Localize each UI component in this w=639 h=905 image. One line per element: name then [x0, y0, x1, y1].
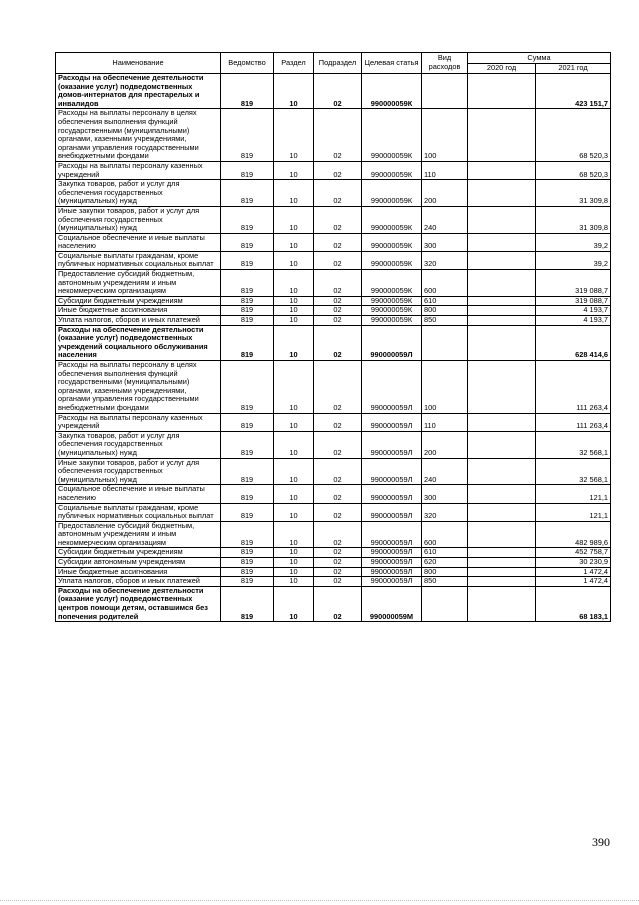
row-vid: 110 — [422, 413, 468, 431]
budget-table — [55, 52, 611, 622]
row-name: Предоставление субсидий бюджетным, автономным учреждениям и иным некоммерческим организациям — [56, 521, 221, 548]
table-row — [56, 180, 611, 207]
row-podrazdel: 02 — [314, 577, 362, 587]
row-name: Иные закупки товаров, работ и услуг для обеспечения государственных (муниципальных) нужд — [56, 458, 221, 485]
row-2020 — [468, 251, 536, 269]
row-target: 990000059Л — [362, 521, 422, 548]
row-vedomstvo: 819 — [221, 548, 274, 558]
row-razdel: 10 — [274, 306, 314, 316]
row-target: 990000059М — [362, 586, 422, 621]
row-razdel: 10 — [274, 577, 314, 587]
row-2020 — [468, 431, 536, 458]
row-target: 990000059Л — [362, 503, 422, 521]
row-target: 990000059Л — [362, 413, 422, 431]
row-vid: 800 — [422, 567, 468, 577]
row-podrazdel: 02 — [314, 251, 362, 269]
table-row — [56, 458, 611, 485]
row-2020 — [468, 109, 536, 162]
row-2020 — [468, 74, 536, 109]
row-razdel: 10 — [274, 503, 314, 521]
header-vid: Вид расходов — [422, 53, 468, 74]
row-target: 990000059Л — [362, 458, 422, 485]
row-2021: 31 309,8 — [536, 180, 611, 207]
row-name: Расходы на обеспечение деятельности (оказание услуг) подведомственных домов-интернатов для престарелых и инвалидов — [56, 74, 221, 109]
row-vid: 100 — [422, 361, 468, 414]
row-name: Расходы на обеспечение деятельности (оказание услуг) подведомственных центров помощи детям, оставшимся без попечения родителей — [56, 586, 221, 621]
table-row — [56, 206, 611, 233]
table-row — [56, 325, 611, 360]
row-vedomstvo: 819 — [221, 485, 274, 503]
row-2021: 319 088,7 — [536, 270, 611, 297]
table-row — [56, 485, 611, 503]
row-vedomstvo: 819 — [221, 567, 274, 577]
row-2021: 4 193,7 — [536, 306, 611, 316]
table-row — [56, 586, 611, 621]
row-vid: 800 — [422, 306, 468, 316]
header-2021: 2021 год — [536, 64, 611, 74]
row-2021: 68 183,1 — [536, 586, 611, 621]
row-podrazdel: 02 — [314, 558, 362, 568]
row-2020 — [468, 180, 536, 207]
row-razdel: 10 — [274, 161, 314, 179]
row-2021: 39,2 — [536, 233, 611, 251]
row-name: Субсидии бюджетным учреждениям — [56, 548, 221, 558]
row-2020 — [468, 586, 536, 621]
row-podrazdel: 02 — [314, 548, 362, 558]
row-name: Социальные выплаты гражданам, кроме публичных нормативных социальных выплат — [56, 251, 221, 269]
row-2020 — [468, 206, 536, 233]
row-podrazdel: 02 — [314, 586, 362, 621]
table-row — [56, 74, 611, 109]
row-2021: 1 472,4 — [536, 567, 611, 577]
row-2020 — [468, 413, 536, 431]
row-vedomstvo: 819 — [221, 503, 274, 521]
table-row — [56, 361, 611, 414]
row-name: Субсидии бюджетным учреждениям — [56, 296, 221, 306]
row-razdel: 10 — [274, 548, 314, 558]
row-vedomstvo: 819 — [221, 270, 274, 297]
row-target: 990000059К — [362, 109, 422, 162]
row-2020 — [468, 296, 536, 306]
row-razdel: 10 — [274, 206, 314, 233]
row-podrazdel: 02 — [314, 233, 362, 251]
row-vedomstvo: 819 — [221, 521, 274, 548]
row-2021: 39,2 — [536, 251, 611, 269]
row-target: 990000059К — [362, 270, 422, 297]
row-name: Иные бюджетные ассигнования — [56, 567, 221, 577]
row-target: 990000059К — [362, 233, 422, 251]
row-razdel: 10 — [274, 586, 314, 621]
row-vedomstvo: 819 — [221, 431, 274, 458]
row-vid: 240 — [422, 206, 468, 233]
row-vedomstvo: 819 — [221, 458, 274, 485]
row-target: 990000059Л — [362, 325, 422, 360]
row-name: Закупка товаров, работ и услуг для обеспечения государственных (муниципальных) нужд — [56, 180, 221, 207]
row-razdel: 10 — [274, 233, 314, 251]
row-2020 — [468, 161, 536, 179]
row-2020 — [468, 325, 536, 360]
row-vedomstvo: 819 — [221, 74, 274, 109]
table-row — [56, 431, 611, 458]
row-vid: 850 — [422, 316, 468, 326]
row-2020 — [468, 233, 536, 251]
row-podrazdel: 02 — [314, 296, 362, 306]
row-podrazdel: 02 — [314, 567, 362, 577]
row-vid — [422, 325, 468, 360]
row-2020 — [468, 567, 536, 577]
row-podrazdel: 02 — [314, 361, 362, 414]
table-row — [56, 161, 611, 179]
row-vid: 200 — [422, 180, 468, 207]
row-vid: 600 — [422, 270, 468, 297]
row-name: Социальное обеспечение и иные выплаты населению — [56, 233, 221, 251]
row-2021: 1 472,4 — [536, 577, 611, 587]
table-row — [56, 577, 611, 587]
row-name: Расходы на выплаты персоналу в целях обеспечения выполнения функций государственными (муниципальными) органами, казенными учреждениями, органами управления государственными внебюджетными фондами — [56, 361, 221, 414]
header-summa: Сумма — [468, 53, 611, 64]
row-podrazdel: 02 — [314, 161, 362, 179]
header-2020: 2020 год — [468, 64, 536, 74]
row-2020 — [468, 503, 536, 521]
row-2021: 482 989,6 — [536, 521, 611, 548]
row-2020 — [468, 577, 536, 587]
row-target: 990000059Л — [362, 577, 422, 587]
row-name: Расходы на обеспечение деятельности (оказание услуг) подведомственных учреждений социального обслуживания населения — [56, 325, 221, 360]
table-row — [56, 316, 611, 326]
row-vedomstvo: 819 — [221, 161, 274, 179]
row-vedomstvo: 819 — [221, 558, 274, 568]
row-name: Иные бюджетные ассигнования — [56, 306, 221, 316]
row-vid: 200 — [422, 431, 468, 458]
table-row — [56, 413, 611, 431]
table-row — [56, 503, 611, 521]
row-razdel: 10 — [274, 74, 314, 109]
row-target: 990000059К — [362, 296, 422, 306]
row-razdel: 10 — [274, 458, 314, 485]
row-razdel: 10 — [274, 180, 314, 207]
row-podrazdel: 02 — [314, 206, 362, 233]
row-2021: 423 151,7 — [536, 74, 611, 109]
row-target: 990000059К — [362, 306, 422, 316]
row-2020 — [468, 361, 536, 414]
row-razdel: 10 — [274, 567, 314, 577]
row-2021: 628 414,6 — [536, 325, 611, 360]
header-name: Наименование — [56, 53, 221, 74]
table-row — [56, 251, 611, 269]
row-vedomstvo: 819 — [221, 413, 274, 431]
row-vedomstvo: 819 — [221, 316, 274, 326]
row-vid: 600 — [422, 521, 468, 548]
row-name: Социальное обеспечение и иные выплаты населению — [56, 485, 221, 503]
table-row — [56, 233, 611, 251]
row-vid: 100 — [422, 109, 468, 162]
row-vid: 300 — [422, 233, 468, 251]
row-2021: 111 263,4 — [536, 361, 611, 414]
row-podrazdel: 02 — [314, 413, 362, 431]
row-vedomstvo: 819 — [221, 296, 274, 306]
row-razdel: 10 — [274, 251, 314, 269]
row-vedomstvo: 819 — [221, 233, 274, 251]
row-razdel: 10 — [274, 431, 314, 458]
row-name: Закупка товаров, работ и услуг для обеспечения государственных (муниципальных) нужд — [56, 431, 221, 458]
row-2021: 30 230,9 — [536, 558, 611, 568]
row-target: 990000059Л — [362, 361, 422, 414]
row-razdel: 10 — [274, 316, 314, 326]
row-vedomstvo: 819 — [221, 577, 274, 587]
row-2020 — [468, 521, 536, 548]
row-vid: 110 — [422, 161, 468, 179]
row-2021: 68 520,3 — [536, 109, 611, 162]
row-vedomstvo: 819 — [221, 586, 274, 621]
row-2020 — [468, 270, 536, 297]
row-target: 990000059Л — [362, 548, 422, 558]
row-target: 990000059Л — [362, 431, 422, 458]
row-name: Уплата налогов, сборов и иных платежей — [56, 577, 221, 587]
row-name: Субсидии автономным учреждениям — [56, 558, 221, 568]
row-podrazdel: 02 — [314, 180, 362, 207]
row-podrazdel: 02 — [314, 270, 362, 297]
row-vid: 240 — [422, 458, 468, 485]
row-2021: 452 758,7 — [536, 548, 611, 558]
row-podrazdel: 02 — [314, 521, 362, 548]
table-header — [56, 53, 611, 74]
row-2021: 121,1 — [536, 503, 611, 521]
row-target: 990000059К — [362, 161, 422, 179]
row-podrazdel: 02 — [314, 503, 362, 521]
table-row — [56, 521, 611, 548]
table-row — [56, 109, 611, 162]
row-2021: 121,1 — [536, 485, 611, 503]
row-2021: 319 088,7 — [536, 296, 611, 306]
row-vid — [422, 74, 468, 109]
row-vedomstvo: 819 — [221, 306, 274, 316]
row-podrazdel: 02 — [314, 485, 362, 503]
row-razdel: 10 — [274, 485, 314, 503]
row-podrazdel: 02 — [314, 325, 362, 360]
row-razdel: 10 — [274, 296, 314, 306]
row-name: Расходы на выплаты персоналу казенных учреждений — [56, 161, 221, 179]
row-target: 990000059Л — [362, 558, 422, 568]
row-razdel: 10 — [274, 558, 314, 568]
row-target: 990000059К — [362, 251, 422, 269]
row-vedomstvo: 819 — [221, 206, 274, 233]
header-razdel: Раздел — [274, 53, 314, 74]
header-vedomstvo: Ведомство — [221, 53, 274, 74]
row-name: Расходы на выплаты персоналу казенных учреждений — [56, 413, 221, 431]
row-razdel: 10 — [274, 521, 314, 548]
header-podrazdel: Подраздел — [314, 53, 362, 74]
row-podrazdel: 02 — [314, 109, 362, 162]
row-2020 — [468, 558, 536, 568]
row-target: 990000059К — [362, 180, 422, 207]
row-podrazdel: 02 — [314, 316, 362, 326]
row-podrazdel: 02 — [314, 74, 362, 109]
row-2020 — [468, 458, 536, 485]
row-vid: 320 — [422, 251, 468, 269]
row-vid: 300 — [422, 485, 468, 503]
row-target: 990000059Л — [362, 485, 422, 503]
row-vid: 620 — [422, 558, 468, 568]
row-razdel: 10 — [274, 270, 314, 297]
row-target: 990000059К — [362, 74, 422, 109]
row-vedomstvo: 819 — [221, 109, 274, 162]
row-razdel: 10 — [274, 109, 314, 162]
row-2020 — [468, 316, 536, 326]
row-2021: 32 568,1 — [536, 431, 611, 458]
page-number: 390 — [592, 835, 610, 849]
row-vid: 610 — [422, 296, 468, 306]
row-target: 990000059К — [362, 206, 422, 233]
row-2020 — [468, 548, 536, 558]
row-name: Предоставление субсидий бюджетным, автономным учреждениям и иным некоммерческим организациям — [56, 270, 221, 297]
row-2021: 68 520,3 — [536, 161, 611, 179]
row-podrazdel: 02 — [314, 306, 362, 316]
row-vedomstvo: 819 — [221, 251, 274, 269]
row-name: Уплата налогов, сборов и иных платежей — [56, 316, 221, 326]
row-name: Иные закупки товаров, работ и услуг для обеспечения государственных (муниципальных) нужд — [56, 206, 221, 233]
row-2021: 32 568,1 — [536, 458, 611, 485]
row-razdel: 10 — [274, 413, 314, 431]
row-target: 990000059Л — [362, 567, 422, 577]
row-podrazdel: 02 — [314, 431, 362, 458]
row-vedomstvo: 819 — [221, 361, 274, 414]
row-2021: 4 193,7 — [536, 316, 611, 326]
header-target: Целевая статья — [362, 53, 422, 74]
row-name: Расходы на выплаты персоналу в целях обеспечения выполнения функций государственными (муниципальными) органами, казенными учреждениями, органами управления государственными внебюджетными фондами — [56, 109, 221, 162]
row-2021: 31 309,8 — [536, 206, 611, 233]
row-vedomstvo: 819 — [221, 180, 274, 207]
row-razdel: 10 — [274, 361, 314, 414]
row-2021: 111 263,4 — [536, 413, 611, 431]
table-row — [56, 270, 611, 297]
row-vid: 850 — [422, 577, 468, 587]
row-2020 — [468, 306, 536, 316]
row-vid: 320 — [422, 503, 468, 521]
row-name: Социальные выплаты гражданам, кроме публичных нормативных социальных выплат — [56, 503, 221, 521]
scan-edge — [0, 900, 639, 901]
row-vid — [422, 586, 468, 621]
row-target: 990000059К — [362, 316, 422, 326]
row-podrazdel: 02 — [314, 458, 362, 485]
row-vedomstvo: 819 — [221, 325, 274, 360]
row-razdel: 10 — [274, 325, 314, 360]
row-2020 — [468, 485, 536, 503]
row-vid: 610 — [422, 548, 468, 558]
table-body — [56, 74, 611, 622]
table-row — [56, 558, 611, 568]
